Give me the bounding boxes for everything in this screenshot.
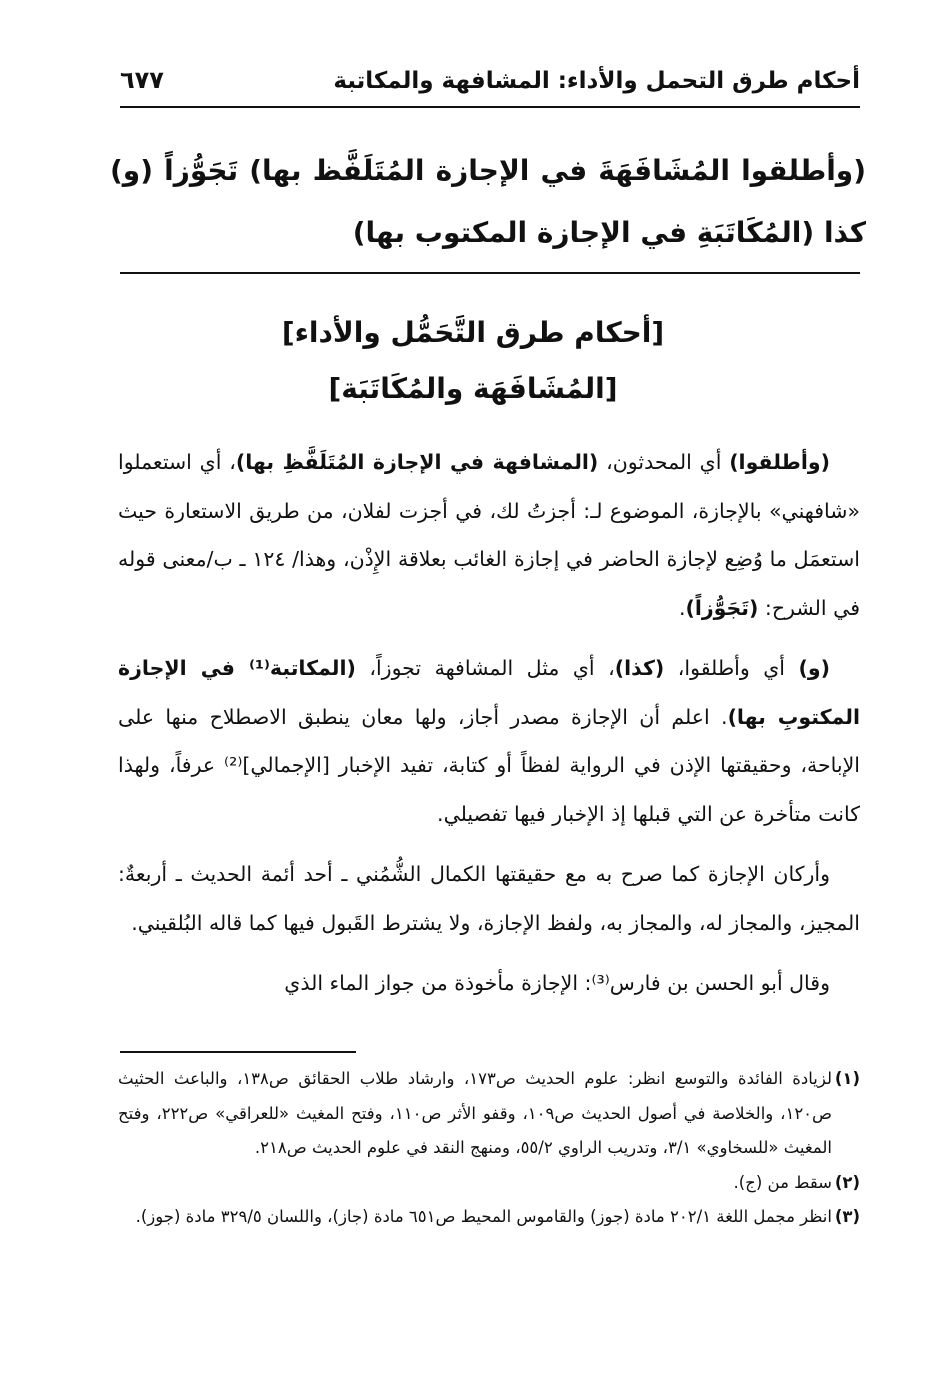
paragraph: [118, 644, 860, 838]
commentary-body: [118, 438, 860, 1020]
matn-text: (وأطلقوا المُشَافَهَةَ في الإجازة المُتَلَفَّظ بها) تَجَوُّزاً (و) كذا (المُكَاتَبَةِ في الإجازة المكتوب بها): [110, 154, 866, 249]
paragraph: وأركان الإجازة كما صرح به مع حقيقتها الكمال الشُّمُني ـ أحد أئمة الحديث ـ أربعةٌ: المجيز، والمجاز له، والمجاز به، ولفظ الإجازة، ولا يشترط القَبول فيها كما قاله البُلقيني.: [118, 862, 860, 935]
page-number: ٦٧٧: [120, 66, 164, 94]
commentary-text: ، أي استعملوا «شافهني» بالإجازة، الموضوع لـ: أجزتُ لك، في أجزت لفلان، من طريق الاستعارة حيث استعمَل ما وُضِع لإجازة الحاضر في إجازة الغائب بعلاقة الإِذْن، وهذا/ ١٢٤ ـ ب/معنى قوله في الشرح:: [118, 450, 860, 620]
footnote-text: سقط من (ج).: [733, 1172, 832, 1192]
footnotes: [118, 1062, 860, 1235]
quoted-text: (و): [798, 656, 830, 680]
commentary-text: أي المحدثون،: [598, 450, 730, 474]
quoted-text: (كذا): [614, 656, 665, 680]
header-rule: [120, 106, 860, 108]
footnote: [118, 1166, 860, 1201]
quoted-text: (وأطلقوا): [729, 450, 831, 474]
footnote: [118, 1200, 860, 1235]
commentary-text: . اعلم أن الإجازة مصدر أجاز، ولها معان ينطبق الاصطلاح منها على الإباحة، وحقيقتها الإذن في الرواية لفظاً أو كتابة، تفيد الإخبار [الإجمالي]⁽²⁾ عرفاً، ولهذا كانت متأخرة عن التي قبلها إذ الإخبار فيها تفصيلي.: [118, 704, 861, 826]
running-title: أحكام طرق التحمل والأداء: المشافهة والمكاتبة: [333, 68, 860, 94]
running-header: [120, 62, 860, 106]
footnote-marker: (١): [834, 1069, 860, 1088]
quoted-text: (المكاتبة⁽¹⁾ في الإجازة المكتوبِ بها): [118, 656, 860, 729]
footnote: [118, 1062, 860, 1166]
matn-divider: [120, 272, 860, 274]
section-subheading: [المُشَافَهَة والمُكَاتَبَة]: [328, 372, 618, 405]
footnote-marker: (٣): [834, 1207, 860, 1226]
paragraph: وقال أبو الحسن بن فارس⁽³⁾: الإجازة مأخوذة من جواز الماء الذي: [284, 971, 830, 995]
quoted-text: (تَجَوُّزاً): [685, 595, 759, 620]
paragraph: [118, 438, 860, 632]
commentary-text: ، أي مثل المشافهة تجوزاً،: [355, 656, 615, 680]
commentary-text: أي وأطلقوا،: [664, 656, 799, 680]
footnote-text: لزيادة الفائدة والتوسع انظر: علوم الحديث ص١٧٣، وارشاد طلاب الحقائق ص١٣٨، والباعث الحثيث ص١٢٠، والخلاصة في أصول الحديث ص١٠٩، وقفو الأثر ص١١٠، وفتح المغيث «للعراقي» ص٢٢٢، وفتح المغيث «للسخاوي» ٣/١، وتدريب الراوي ٥٥/٢، ومنهج النقد في علوم الحديث ص٢١٨.: [118, 1069, 833, 1157]
quoted-text: (المشافهة في الإجازة المُتَلَفَّظِ بها): [235, 450, 599, 474]
commentary-text: .: [678, 595, 686, 620]
footnote-marker: (٢): [834, 1172, 860, 1192]
footnote-divider: [120, 1051, 356, 1053]
section-heading: [أحكام طرق التَّحَمُّل والأداء]: [281, 316, 665, 349]
footnote-text: انظر مجمل اللغة ٢٠٢/١ مادة (جوز) والقاموس المحيط ص٦٥١ مادة (جاز)، واللسان ٣٢٩/٥ مادة (جوز).: [135, 1207, 832, 1226]
